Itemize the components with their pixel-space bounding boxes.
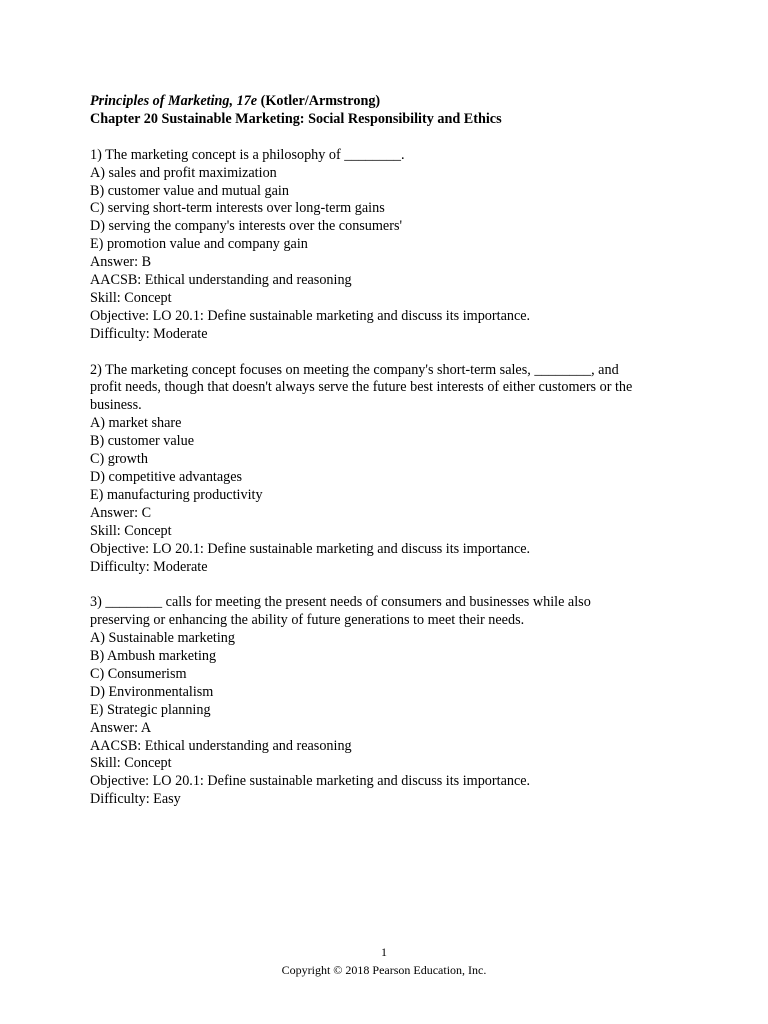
book-title-line — [90, 93, 690, 111]
option-b: B) Ambush marketing — [90, 648, 217, 665]
option-c: C) growth — [90, 451, 148, 468]
chapter-title: Chapter 20 Sustainable Marketing: Social Responsibility and Ethics — [90, 110, 502, 127]
question-1 — [90, 147, 690, 344]
option-d: D) competitive advantages — [90, 469, 243, 485]
difficulty: Difficulty: Moderate — [90, 558, 208, 575]
option-e: E) promotion value and company gain — [90, 236, 308, 253]
book-title: Principles of Marketing, 17e — [90, 93, 258, 109]
question-stem-line: preserving or enhancing the ability of future generations to meet their needs. — [90, 612, 525, 629]
aacsb: AACSB: Ethical understanding and reasoning — [90, 272, 352, 289]
option-d: D) Environmentalism — [90, 683, 214, 700]
question-stem-line: 2) The marketing concept focuses on meeting the company's short-term sales, ________, and — [90, 361, 619, 378]
objective: Objective: LO 20.1: Define sustainable marketing and discuss its importance. — [90, 307, 531, 324]
skill: Skill: Concept — [90, 522, 172, 539]
question-stem-line: profit needs, though that doesn't always serve the future best interests of either customers or the — [90, 379, 633, 396]
option-c: C) Consumerism — [90, 665, 187, 682]
spacer — [90, 344, 690, 362]
objective: Objective: LO 20.1: Define sustainable marketing and discuss its importance. — [90, 540, 531, 557]
option-a: A) Sustainable marketing — [90, 630, 235, 647]
option-a: A) sales and profit maximization — [90, 164, 277, 181]
option-e: E) manufacturing productivity — [90, 486, 263, 503]
question-stem: 1) The marketing concept is a philosophy of ________. — [90, 146, 405, 163]
spacer — [90, 576, 690, 594]
option-e: E) Strategic planning — [90, 701, 211, 718]
question-stem-line: business. — [90, 397, 142, 414]
option-b: B) customer value and mutual gain — [90, 182, 289, 199]
option-c: C) serving short-term interests over long-term gains — [90, 200, 385, 217]
page-number: 1 — [381, 945, 387, 959]
question-stem-line: 3) ________ calls for meeting the present needs of consumers and businesses while also — [90, 594, 591, 611]
answer: Answer: C — [90, 504, 152, 521]
option-d: D) serving the company's interests over the consumers' — [90, 218, 403, 235]
answer: Answer: A — [90, 719, 152, 736]
question-3 — [90, 594, 690, 809]
skill: Skill: Concept — [90, 289, 172, 306]
copyright-notice: Copyright © 2018 Pearson Education, Inc. — [281, 963, 487, 977]
difficulty: Difficulty: Easy — [90, 791, 181, 808]
book-authors: (Kotler/Armstrong) — [257, 93, 381, 109]
aacsb: AACSB: Ethical understanding and reasoning — [90, 737, 352, 754]
answer: Answer: B — [90, 254, 152, 271]
option-a: A) market share — [90, 415, 182, 432]
spacer — [90, 129, 690, 147]
difficulty: Difficulty: Moderate — [90, 325, 208, 342]
skill: Skill: Concept — [90, 755, 172, 772]
option-b: B) customer value — [90, 433, 195, 450]
question-2 — [90, 362, 690, 577]
objective: Objective: LO 20.1: Define sustainable marketing and discuss its importance. — [90, 773, 531, 790]
document-page — [90, 93, 690, 809]
